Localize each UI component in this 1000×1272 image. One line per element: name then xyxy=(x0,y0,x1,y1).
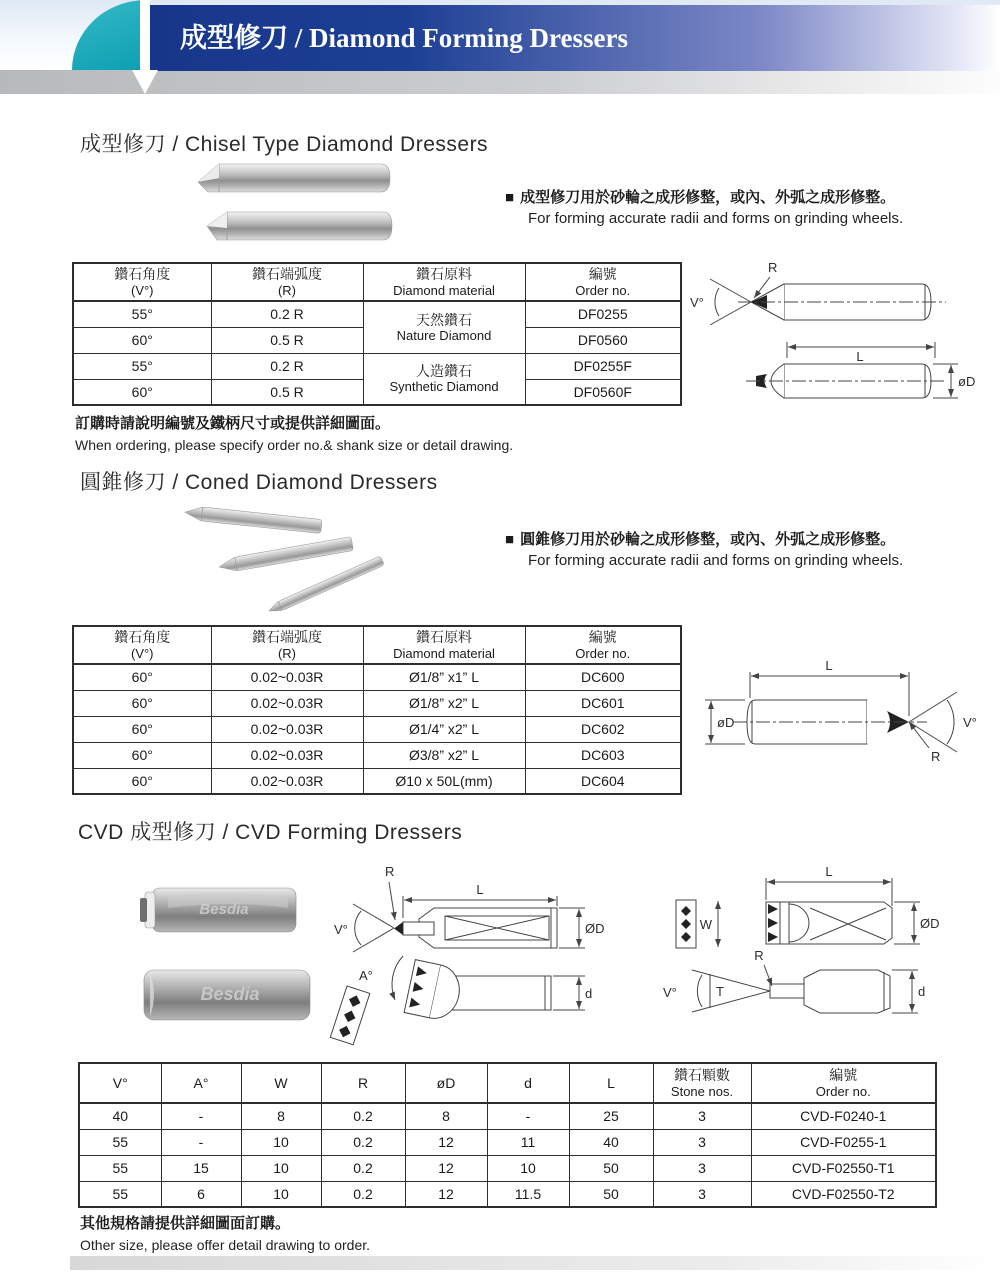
table-cell: 3 xyxy=(653,1155,751,1181)
dim-label-l: L xyxy=(476,882,484,897)
table-cell: 55 xyxy=(79,1155,161,1181)
table-cell: Ø10 x 50L(mm) xyxy=(363,768,525,794)
table-cell: 8 xyxy=(405,1103,487,1129)
table-cell: DC601 xyxy=(525,690,681,716)
dim-label-t: T xyxy=(716,984,724,999)
table-cell: 10 xyxy=(241,1181,321,1207)
table-cell: 55° xyxy=(73,301,211,327)
column-header: 編號 Order no. xyxy=(525,626,681,664)
table-cell: 0.2 xyxy=(321,1103,405,1129)
coned-rod-3 xyxy=(267,556,384,616)
cvd-dressers-photo xyxy=(138,878,328,1043)
table-cell: 11 xyxy=(487,1129,569,1155)
table-cell: 12 xyxy=(405,1129,487,1155)
table-cell: 0.2 xyxy=(321,1129,405,1155)
chisel-note xyxy=(505,186,975,227)
table-row xyxy=(79,1155,936,1181)
table-cell: - xyxy=(487,1103,569,1129)
table-cell: 8 xyxy=(241,1103,321,1129)
table-cell: DF0560F xyxy=(525,379,681,405)
table-cell: DC602 xyxy=(525,716,681,742)
column-header: øD xyxy=(405,1063,487,1103)
cvd-tool-1 xyxy=(140,888,296,932)
cvd-footnote xyxy=(80,1212,370,1253)
table-cell: 0.5 R xyxy=(211,379,363,405)
chisel-note-zh: ■ 成型修刀用於砂輪之成形修整，或內、外弧之成形修整。 xyxy=(505,189,896,206)
cvd-footnote-en: Other size, please offer detail drawing to order. xyxy=(80,1237,371,1253)
table-cell: 60° xyxy=(73,742,211,768)
table-cell: 0.02~0.03R xyxy=(211,690,363,716)
dim-label-od: ØD xyxy=(920,916,940,931)
bullet-square-icon: ■ xyxy=(505,189,515,206)
table-body xyxy=(73,664,681,794)
chisel-technical-drawing xyxy=(688,262,1000,408)
column-header: 鑽石端弧度 (R) xyxy=(211,626,363,664)
table-cell: Ø1/4” x2” L xyxy=(363,716,525,742)
table-cell: 0.5 R xyxy=(211,327,363,353)
chisel-spec-table xyxy=(72,262,682,406)
coned-note-zh: ■ 圓錐修刀用於砂輪之成形修整，或內、外弧之成形修整。 xyxy=(505,531,896,548)
table-cell: 10 xyxy=(241,1129,321,1155)
page-bottom-bar xyxy=(70,1256,1000,1270)
dim-label-l: L xyxy=(825,658,833,673)
table-cell: 60° xyxy=(73,716,211,742)
dim-label-v: V° xyxy=(963,715,977,730)
dim-label-w: W xyxy=(699,917,712,932)
column-header: 鑽石角度 (V°) xyxy=(73,626,211,664)
table-cell: 0.02~0.03R xyxy=(211,716,363,742)
table-cell: Ø3/8” x2” L xyxy=(363,742,525,768)
table-row xyxy=(73,768,681,794)
dim-label-v: V° xyxy=(690,295,704,310)
chisel-rod-1 xyxy=(198,164,390,192)
dim-label-od: ØD xyxy=(585,921,605,936)
table-row xyxy=(73,301,681,327)
table-cell: 0.2 R xyxy=(211,301,363,327)
table-cell: CVD-F0255-1 xyxy=(751,1129,936,1155)
table-cell: 60° xyxy=(73,327,211,353)
table-cell: DF0560 xyxy=(525,327,681,353)
bullet-square-icon: ■ xyxy=(505,531,515,548)
section-title-coned: 圓錐修刀 / Coned Diamond Dressers xyxy=(80,471,438,494)
dim-label-v: V° xyxy=(334,922,348,937)
page-title: 成型修刀 / Diamond Forming Dressers xyxy=(180,23,628,53)
table-cell: DC600 xyxy=(525,664,681,690)
column-header: 鑽石角度 (V°) xyxy=(73,263,211,301)
table-cell: 10 xyxy=(241,1155,321,1181)
coned-dressers-photo xyxy=(140,492,440,622)
table-header-row xyxy=(73,263,681,301)
column-header: V° xyxy=(79,1063,161,1103)
chisel-dressers-photo xyxy=(185,160,400,252)
table-cell: 3 xyxy=(653,1129,751,1155)
table-row xyxy=(79,1103,936,1129)
header-gap xyxy=(140,0,150,70)
table-body xyxy=(73,301,681,405)
coned-spec-table xyxy=(72,625,682,795)
dim-label-v: V° xyxy=(663,985,677,1000)
table-cell: 55 xyxy=(79,1129,161,1155)
chisel-footnote-en: When ordering, please specify order no.& shank size or detail drawing. xyxy=(75,437,514,453)
table-row xyxy=(79,1181,936,1207)
table-cell: 0.02~0.03R xyxy=(211,742,363,768)
column-header: L xyxy=(569,1063,653,1103)
column-header: A° xyxy=(161,1063,241,1103)
page-banner xyxy=(150,5,1000,71)
dim-label-r: R xyxy=(768,260,778,275)
table-row xyxy=(73,353,681,379)
table-cell: 60° xyxy=(73,379,211,405)
table-row xyxy=(73,664,681,690)
cvd-footnote-zh: 其他規格請提供詳細圖面訂購。 xyxy=(80,1215,291,1232)
cvd-tool-2 xyxy=(144,970,310,1020)
table-cell: DC603 xyxy=(525,742,681,768)
table-cell: 12 xyxy=(405,1155,487,1181)
table-row xyxy=(73,716,681,742)
table-cell: 40 xyxy=(569,1129,653,1155)
column-header: d xyxy=(487,1063,569,1103)
brand-label: Besdia xyxy=(200,984,260,1004)
table-cell: - xyxy=(161,1129,241,1155)
table-row xyxy=(79,1129,936,1155)
table-cell: 3 xyxy=(653,1103,751,1129)
column-header: W xyxy=(241,1063,321,1103)
table-cell: 3 xyxy=(653,1181,751,1207)
dim-label-r: R xyxy=(754,948,764,963)
dim-label-a: A° xyxy=(359,968,373,983)
table-cell: CVD-F02550-T2 xyxy=(751,1181,936,1207)
table-body xyxy=(79,1103,936,1207)
table-header-row xyxy=(79,1063,936,1103)
coned-note xyxy=(505,528,975,569)
table-cell: 天然鑽石 Nature Diamond xyxy=(363,301,525,353)
coned-rod-2 xyxy=(218,537,353,574)
dim-label-od: øD xyxy=(958,374,976,389)
table-cell: 0.2 xyxy=(321,1181,405,1207)
dim-label-od: øD xyxy=(717,715,735,730)
dim-label-r: R xyxy=(931,749,941,764)
chisel-footnote xyxy=(75,412,513,453)
chisel-footnote-zh: 訂購時請說明編號及鐵柄尺寸或提供詳細圖面。 xyxy=(75,415,391,432)
cvd-spec-table xyxy=(78,1062,937,1208)
table-cell: 60° xyxy=(73,664,211,690)
table-cell: 0.2 R xyxy=(211,353,363,379)
column-header: 鑽石原料 Diamond material xyxy=(363,263,525,301)
dim-label-r: R xyxy=(385,864,395,879)
table-header-row xyxy=(73,626,681,664)
table-cell: CVD-F02550-T1 xyxy=(751,1155,936,1181)
table-cell: 60° xyxy=(73,768,211,794)
dim-label-l: L xyxy=(856,349,864,364)
table-cell: 10 xyxy=(487,1155,569,1181)
column-header: 鑽石端弧度 (R) xyxy=(211,263,363,301)
table-cell: 50 xyxy=(569,1155,653,1181)
coned-technical-drawing xyxy=(695,642,1000,782)
table-cell: 11.5 xyxy=(487,1181,569,1207)
cvd-side-technical-drawing xyxy=(333,860,663,1045)
table-cell: 0.02~0.03R xyxy=(211,768,363,794)
column-header: 鑽石顆數 Stone nos. xyxy=(653,1063,751,1103)
cvd-front-technical-drawing xyxy=(662,858,1000,1043)
dim-label-l: L xyxy=(825,864,833,879)
section-title-cvd: CVD 成型修刀 / CVD Forming Dressers xyxy=(78,821,463,844)
coned-rod-1 xyxy=(184,505,322,533)
table-cell: DF0255 xyxy=(525,301,681,327)
table-cell: 40 xyxy=(79,1103,161,1129)
chisel-rod-2 xyxy=(207,212,392,240)
dim-label-d: d xyxy=(585,986,593,1001)
table-cell: 25 xyxy=(569,1103,653,1129)
table-cell: DC604 xyxy=(525,768,681,794)
dim-label-d: d xyxy=(918,984,926,999)
table-row xyxy=(73,690,681,716)
table-cell: 6 xyxy=(161,1181,241,1207)
section-title-chisel: 成型修刀 / Chisel Type Diamond Dressers xyxy=(80,133,489,156)
table-cell: CVD-F0240-1 xyxy=(751,1103,936,1129)
table-cell: - xyxy=(161,1103,241,1129)
column-header: 編號 Order no. xyxy=(751,1063,936,1103)
column-header: 編號 Order no. xyxy=(525,263,681,301)
table-cell: 55° xyxy=(73,353,211,379)
table-cell: Ø1/8” x2” L xyxy=(363,690,525,716)
brand-label: Besdia xyxy=(199,901,249,918)
table-cell: Ø1/8” x1” L xyxy=(363,664,525,690)
column-header: R xyxy=(321,1063,405,1103)
table-cell: 0.02~0.03R xyxy=(211,664,363,690)
table-cell: 15 xyxy=(161,1155,241,1181)
table-cell: 50 xyxy=(569,1181,653,1207)
table-cell: 0.2 xyxy=(321,1155,405,1181)
table-cell: 60° xyxy=(73,690,211,716)
table-cell: 55 xyxy=(79,1181,161,1207)
chisel-note-en: For forming accurate radii and forms on grinding wheels. xyxy=(528,210,904,227)
column-header: 鑽石原料 Diamond material xyxy=(363,626,525,664)
table-cell: 人造鑽石 Synthetic Diamond xyxy=(363,353,525,405)
table-cell: DF0255F xyxy=(525,353,681,379)
coned-note-en: For forming accurate radii and forms on grinding wheels. xyxy=(528,552,904,569)
table-cell: 12 xyxy=(405,1181,487,1207)
table-row xyxy=(73,742,681,768)
